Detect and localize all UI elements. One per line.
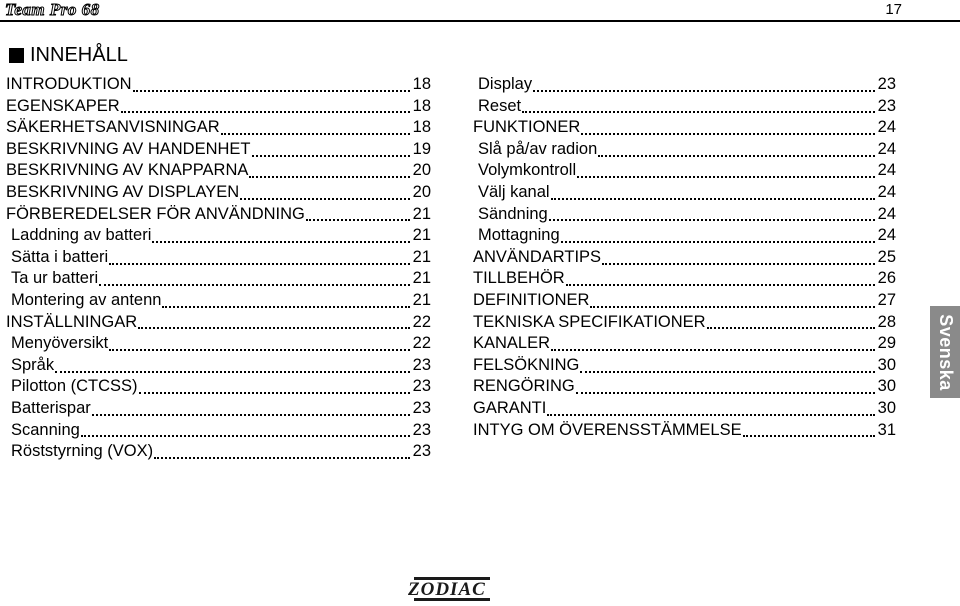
toc-entry	[473, 247, 896, 269]
toc-entry-title: Sätta i batteri	[11, 247, 109, 266]
toc-dot-leader	[590, 306, 874, 308]
toc-entry-title: Scanning	[11, 420, 80, 439]
toc-entry-page: 24	[877, 139, 896, 158]
toc-entry-title: BESKRIVNING AV DISPLAYEN	[6, 182, 240, 201]
toc-dot-leader	[580, 371, 874, 373]
toc-dot-leader	[551, 198, 875, 200]
toc-entry	[473, 139, 896, 161]
toc-entry	[473, 376, 896, 398]
toc-dot-leader	[99, 284, 410, 286]
toc-entry	[6, 420, 431, 442]
toc-dot-leader	[577, 176, 875, 178]
toc-entry-title: FELSÖKNING	[473, 355, 580, 374]
toc-heading-label: INNEHÅLL	[30, 44, 128, 66]
toc-right-column	[473, 74, 896, 441]
toc-entry	[473, 225, 896, 247]
toc-entry-title: INTYG OM ÖVERENSSTÄMMELSE	[473, 420, 742, 439]
toc-dot-leader	[581, 133, 874, 135]
toc-entry-page: 19	[412, 139, 431, 158]
toc-dot-leader	[154, 457, 410, 459]
toc-dot-leader	[576, 392, 875, 394]
toc-dot-leader	[152, 241, 409, 243]
toc-entry	[473, 398, 896, 420]
toc-dot-leader	[707, 327, 875, 329]
toc-entry	[6, 268, 431, 290]
toc-entry	[6, 441, 431, 463]
toc-entry-title: Batterispar	[11, 398, 91, 417]
toc-entry-title: RENGÖRING	[473, 377, 575, 396]
heading-square-icon	[9, 48, 24, 63]
toc-entry	[473, 268, 896, 290]
toc-dot-leader	[55, 371, 410, 373]
toc-entry-title: Mottagning	[478, 226, 560, 245]
toc-dot-leader	[547, 414, 874, 416]
toc-entry-page: 29	[877, 334, 896, 353]
toc-entry-page: 24	[877, 118, 896, 137]
toc-dot-leader	[109, 349, 409, 351]
toc-entry	[473, 355, 896, 377]
toc-entry-title: Röststyrning (VOX)	[11, 442, 154, 461]
toc-entry-page: 21	[412, 226, 431, 245]
toc-entry-title: FÖRBEREDELSER FÖR ANVÄNDNING	[6, 204, 305, 223]
logo-text: ZODIAC	[408, 579, 486, 600]
toc-entry	[473, 290, 896, 312]
toc-entry-title: Slå på/av radion	[478, 139, 598, 158]
toc-dot-leader	[240, 198, 409, 200]
toc-dot-leader	[252, 155, 410, 157]
toc-dot-leader	[533, 90, 875, 92]
toc-entry	[473, 312, 896, 334]
toc-entry-page: 23	[877, 75, 896, 93]
toc-entry	[6, 333, 431, 355]
toc-dot-leader	[221, 133, 410, 135]
zodiac-logo	[406, 574, 496, 604]
toc-entry-title: EGENSKAPER	[6, 96, 120, 115]
toc-entry-page: 24	[877, 226, 896, 245]
toc-entry-page: 30	[877, 398, 896, 417]
toc-entry-title: BESKRIVNING AV HANDENHET	[6, 139, 251, 158]
toc-entry-page: 22	[412, 334, 431, 353]
toc-entry-page: 23	[412, 420, 431, 439]
toc-entry	[6, 96, 431, 118]
toc-entry-page: 21	[412, 269, 431, 288]
toc-entry-title: GARANTI	[473, 398, 547, 417]
toc-entry-page: 24	[877, 161, 896, 180]
toc-entry	[6, 355, 431, 377]
toc-entry	[473, 96, 896, 118]
toc-dot-leader	[551, 349, 875, 351]
toc-entry-title: ANVÄNDARTIPS	[473, 247, 602, 266]
toc-dot-leader	[139, 392, 410, 394]
toc-dot-leader	[566, 284, 875, 286]
toc-entry-title: DEFINITIONER	[473, 290, 590, 309]
toc-dot-leader	[138, 327, 410, 329]
toc-dot-leader	[92, 414, 410, 416]
toc-dot-leader	[249, 176, 409, 178]
toc-entry	[473, 420, 896, 442]
toc-entry-title: TILLBEHÖR	[473, 269, 565, 288]
toc-entry-page: 26	[877, 269, 896, 288]
brand-title: Team Pro 68	[5, 0, 100, 19]
toc-entry-page: 21	[412, 290, 431, 309]
toc-entry-page: 18	[412, 118, 431, 137]
toc-dot-leader	[306, 219, 410, 221]
toc-entry-title: INTRODUKTION	[6, 75, 132, 93]
toc-dot-leader	[81, 435, 410, 437]
toc-entry-page: 25	[877, 247, 896, 266]
toc-entry-page: 23	[412, 377, 431, 396]
toc-entry	[6, 247, 431, 269]
toc-entry-title: FUNKTIONER	[473, 118, 581, 137]
toc-entry	[6, 74, 431, 96]
toc-dot-leader	[522, 111, 875, 113]
toc-entry	[6, 139, 431, 161]
toc-left-column	[6, 74, 431, 463]
toc-entry-page: 18	[412, 96, 431, 115]
toc-entry-title: Reset	[478, 96, 522, 115]
toc-entry-page: 23	[412, 355, 431, 374]
toc-entry-page: 23	[412, 442, 431, 461]
toc-dot-leader	[109, 263, 409, 265]
toc-entry-page: 24	[877, 182, 896, 201]
language-tab	[930, 306, 960, 398]
toc-entry-page: 22	[412, 312, 431, 331]
toc-entry-title: Menyöversikt	[11, 334, 109, 353]
toc-entry	[6, 376, 431, 398]
toc-entry	[6, 290, 431, 312]
toc-entry-page: 31	[877, 420, 896, 439]
toc-entry-title: BESKRIVNING AV KNAPPARNA	[6, 161, 249, 180]
toc-entry	[6, 117, 431, 139]
toc-entry	[473, 160, 896, 182]
toc-entry-title: SÄKERHETSANVISNINGAR	[6, 118, 220, 137]
page-number: 17	[885, 1, 902, 18]
toc-entry	[6, 312, 431, 334]
toc-entry-page: 23	[412, 398, 431, 417]
toc-entry-title: Pilotton (CTCSS)	[11, 377, 138, 396]
toc-entry	[6, 398, 431, 420]
toc-heading	[9, 44, 128, 67]
toc-entry	[6, 160, 431, 182]
language-tab-label: Svenska	[935, 313, 956, 391]
toc-entry-page: 24	[877, 204, 896, 223]
toc-entry-title: INSTÄLLNINGAR	[6, 312, 138, 331]
toc-entry-page: 30	[877, 377, 896, 396]
toc-entry-page: 21	[412, 204, 431, 223]
toc-entry-title: Volymkontroll	[478, 161, 577, 180]
toc-entry-title: Display	[478, 75, 533, 93]
toc-dot-leader	[602, 263, 875, 265]
toc-entry-page: 21	[412, 247, 431, 266]
toc-dot-leader	[121, 111, 410, 113]
toc-entry-page: 27	[877, 290, 896, 309]
toc-entry-page: 23	[877, 96, 896, 115]
toc-entry-page: 18	[412, 75, 431, 93]
toc-entry	[473, 182, 896, 204]
toc-entry-page: 20	[412, 182, 431, 201]
toc-entry-title: KANALER	[473, 334, 551, 353]
toc-entry	[473, 74, 896, 96]
toc-dot-leader	[743, 435, 875, 437]
header-divider	[0, 20, 960, 22]
toc-entry	[473, 333, 896, 355]
toc-entry-page: 30	[877, 355, 896, 374]
toc-dot-leader	[133, 90, 410, 92]
toc-entry-title: Sändning	[478, 204, 548, 223]
toc-dot-leader	[598, 155, 874, 157]
toc-entry-title: Språk	[11, 355, 55, 374]
toc-entry-title: Ta ur batteri	[11, 269, 99, 288]
toc-entry-page: 28	[877, 312, 896, 331]
toc-dot-leader	[549, 219, 875, 221]
toc-entry	[473, 204, 896, 226]
toc-entry	[6, 225, 431, 247]
toc-entry-title: Laddning av batteri	[11, 226, 152, 245]
toc-entry-title: Välj kanal	[478, 182, 550, 201]
toc-entry	[473, 117, 896, 139]
toc-entry	[6, 182, 431, 204]
toc-entry-title: Montering av antenn	[11, 290, 162, 309]
toc-dot-leader	[162, 306, 409, 308]
toc-entry-title: TEKNISKA SPECIFIKATIONER	[473, 312, 706, 331]
toc-entry-page: 20	[412, 161, 431, 180]
toc-entry	[6, 204, 431, 226]
toc-dot-leader	[561, 241, 875, 243]
